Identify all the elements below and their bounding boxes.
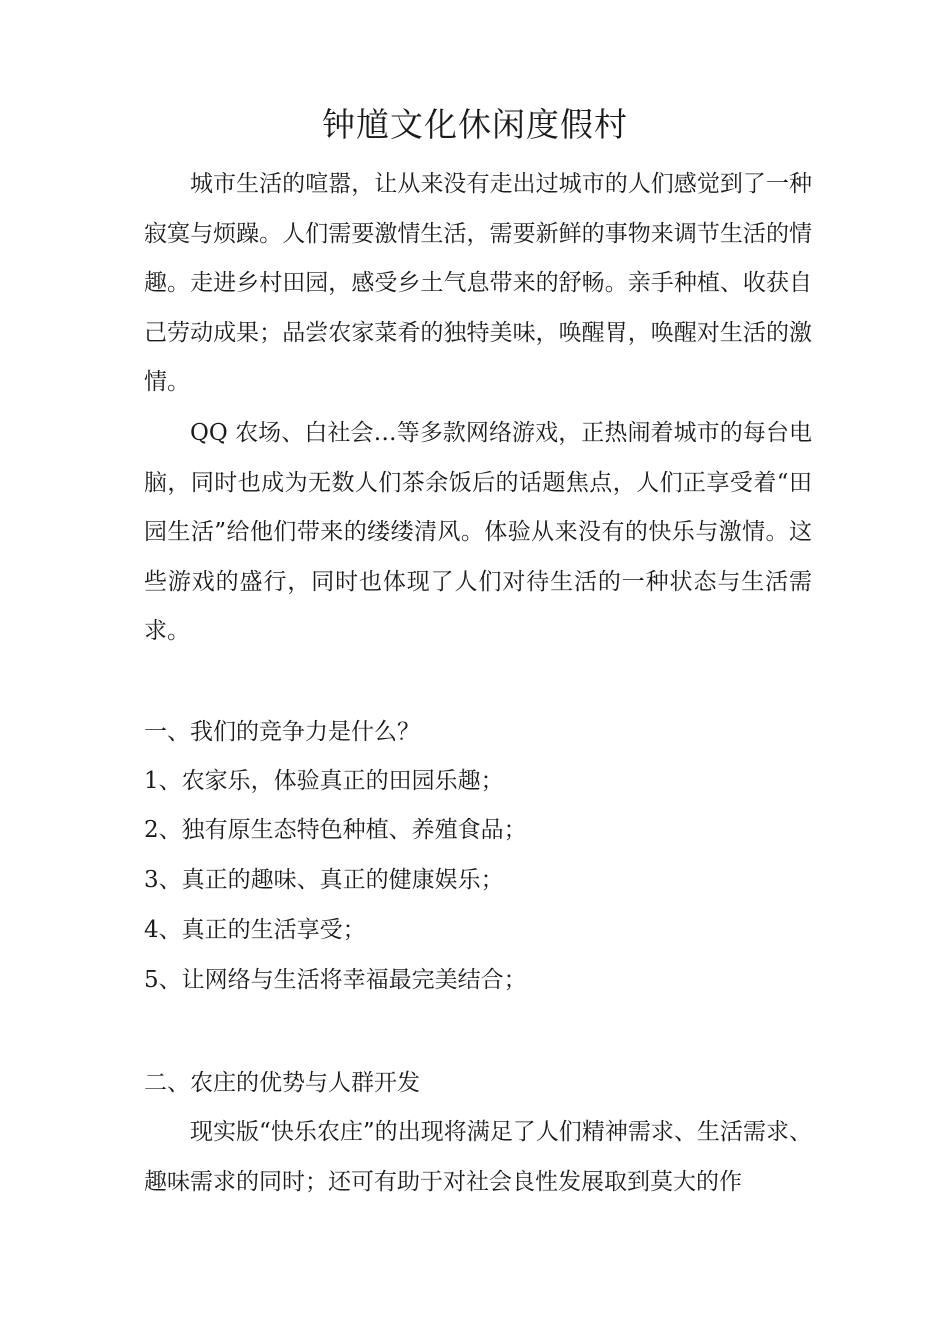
document-title: 钟馗文化休闲度假村 bbox=[322, 105, 628, 144]
section1-heading: 一、我们的竞争力是什么？ bbox=[144, 719, 420, 745]
section2-heading: 二、农庄的优势与人群开发 bbox=[144, 1070, 420, 1096]
intro-paragraph-1: 城市生活的喧嚣，让从来没有走出过城市的人们感觉到了一种寂寞与烦躁。人们需要激情生活，需要新鲜的事物来调节生活的情趣。走进乡村田园，感受乡土气息带来的舒畅。亲手种植、收获自己劳动成果；品尝农家菜肴的独特美味，唤醒胃，唤醒对生活的激情。 bbox=[144, 171, 812, 395]
list-item: 1、农家乐，体验真正的田园乐趣； bbox=[144, 768, 504, 794]
list-item: 4、真正的生活享受； bbox=[144, 917, 366, 943]
intro-paragraph-2: QQ 农场、白社会…等多款网络游戏，正热闹着城市的每台电脑，同时也成为无数人们茶余饭后的话题焦点，人们正享受着“田园生活”给他们带来的缕缕清风。体验从来没有的快乐与激情。这些游戏的盛行，同时也体现了人们对待生活的一种状态与生活需求。 bbox=[144, 420, 812, 644]
list-item: 5、让网络与生活将幸福最完美结合； bbox=[144, 967, 527, 993]
list-item: 3、真正的趣味、真正的健康娱乐； bbox=[144, 867, 504, 893]
section2-paragraph: 现实版“快乐农庄”的出现将满足了人们精神需求、生活需求、趣味需求的同时；还可有助于对社会良性发展取到莫大的作 bbox=[144, 1119, 812, 1195]
list-item: 2、独有原生态特色种植、养殖食品； bbox=[144, 817, 527, 843]
